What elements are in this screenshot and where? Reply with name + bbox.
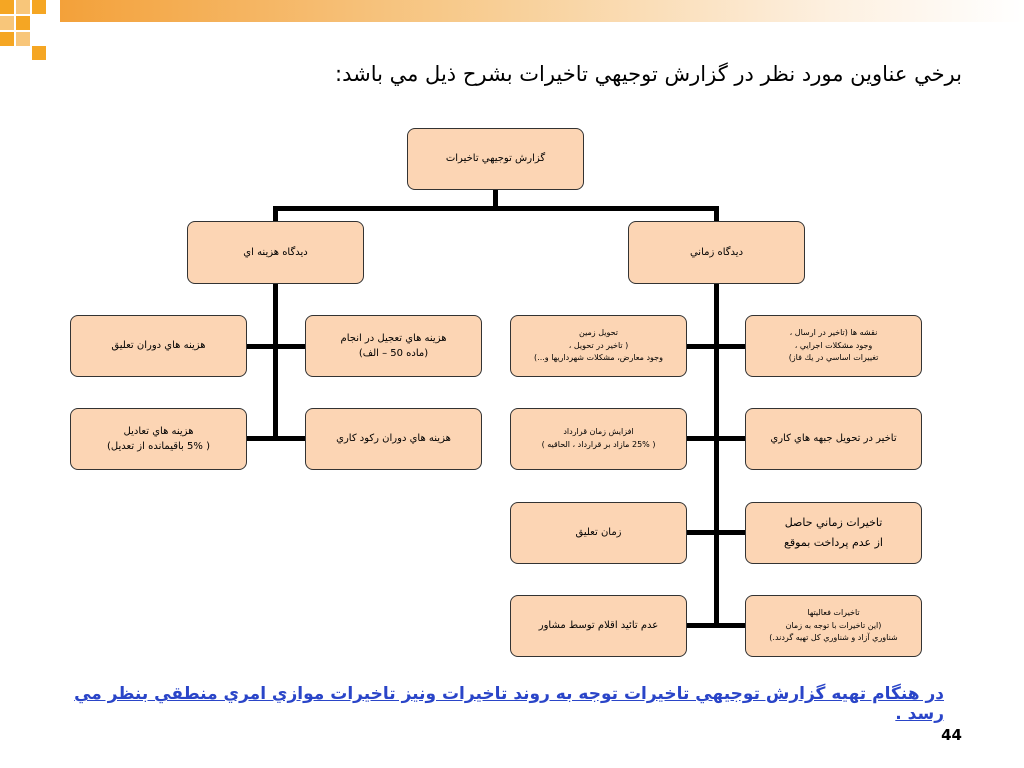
time-item-node	[745, 315, 922, 377]
cost-item-node	[305, 408, 482, 470]
time-view-node	[628, 221, 805, 284]
cost-item-line: (ماده 50 – الف)	[358, 348, 429, 359]
footer-note-link[interactable]: در هنگام تهيه گزارش توجيهي تاخيرات توجه به روند تاخيرات ونيز تاخيرات موازي امري منطقي بنظر مي رسد .	[74, 684, 944, 724]
time-item-line: وجود معارض، مشكلات شهرداريها و...)	[534, 353, 663, 363]
time-item-line: افزايش زمان قرارداد	[563, 427, 634, 437]
connector-line	[687, 436, 745, 441]
connector-line	[247, 436, 305, 441]
time-item-node	[510, 408, 687, 470]
slide-title: برخي عناوين مورد نظر در گزارش توجيهي تاخيرات بشرح ذيل مي باشد:	[335, 62, 962, 86]
time-view-label: ديدگاه زماني	[689, 246, 744, 258]
cost-item-node	[70, 408, 247, 470]
root-label: گزارش توجيهي تاخيرات	[445, 153, 546, 165]
time-item-line: شناوري آزاد و شناوري كل تهيه گردند.)	[769, 633, 898, 643]
time-item-line: نقشه ها (تاخير در ارسال ،	[789, 327, 878, 337]
connector-line	[714, 206, 719, 222]
cost-item-line: هزينه هاي دوران تعليق	[111, 340, 206, 352]
time-item-line: زمان تعليق	[575, 527, 622, 539]
time-item-node	[510, 315, 687, 377]
cost-item-line: هزينه هاي دوران ركود كاري	[336, 433, 451, 445]
time-item-line: از عدم پرداخت بموقع	[784, 536, 883, 549]
connector-line	[273, 283, 278, 441]
connector-line	[273, 206, 278, 222]
connector-line	[687, 623, 745, 628]
time-item-node	[510, 502, 687, 564]
time-item-line: (اين تاخيرات با توجه به زمان	[785, 620, 882, 630]
time-item-node	[510, 595, 687, 657]
cost-item-line: ( 5% باقيمانده از تعديل)	[107, 441, 210, 452]
connector-line	[247, 344, 305, 349]
time-item-line: تاخيرات زماني حاصل	[784, 516, 883, 530]
connector-line	[687, 530, 745, 535]
cost-item-line: هزينه هاي تعجيل در انجام	[340, 332, 447, 344]
cost-item-node	[70, 315, 247, 377]
time-item-line: ( 25% مازاد بر قرارداد ، الحاقيه )	[541, 440, 656, 449]
time-item-line: عدم تائيد اقلام توسط مشاور	[538, 620, 659, 632]
time-item-line: وجود مشكلات اجرايي ،	[794, 340, 873, 350]
time-item-line: تغييرات اساسي در يك فاز)	[788, 353, 879, 363]
time-item-node	[745, 408, 922, 470]
time-item-line: تحويل زمين	[579, 327, 619, 337]
time-item-node	[745, 595, 922, 657]
connector-line	[687, 344, 745, 349]
time-item-line: تاخيرات فعاليتها	[807, 607, 860, 617]
cost-item-line: هزينه هاي تعاديل	[123, 425, 194, 437]
time-item-line: ( تاخير در تحويل ،	[568, 340, 629, 350]
page-number: 44	[941, 726, 962, 744]
connector-line	[714, 283, 719, 628]
cost-view-label: ديدگاه هزينه اي	[243, 246, 308, 258]
connector-line	[273, 206, 719, 211]
time-item-line: تاخير در تحويل جبهه هاي كاري	[770, 433, 897, 445]
root-node	[407, 128, 584, 190]
cost-item-node	[305, 315, 482, 377]
time-item-node	[745, 502, 922, 564]
cost-view-node	[187, 221, 364, 284]
